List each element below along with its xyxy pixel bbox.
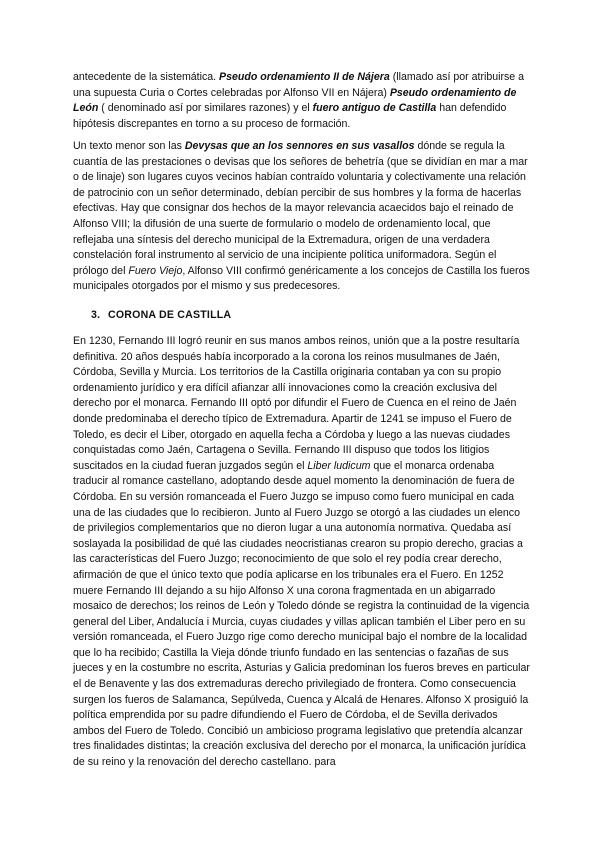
text-run: Un texto menor son las (73, 140, 185, 152)
paragraph-devysas (73, 139, 531, 295)
text-run: han defendido hipótesis discrepantes en torno a su proceso de formación. (73, 102, 507, 130)
paragraph-corona-castilla (73, 334, 531, 771)
emphasis-pseudo-ordenamiento-najera: Pseudo ordenamiento II de Nájera (219, 71, 390, 83)
text-run: , Alfonso VIII confirmó genéricamente a los concejos de Castilla los fueros municipales otorgados por el mismo y sus predecesores. (73, 264, 530, 293)
emphasis-devysas: Devysas que an los sennores en sus vasallos (184, 140, 415, 152)
text-run: ( denominado así por similares razones) y el (98, 102, 313, 115)
text-run: En 1230, Fernando III logró reunir en sus manos ambos reinos, unión que a la postre resultaría definitiva. 20 años después había incorporado a la corona los reinos musulmanes de Jaén, Córdoba, Sevilla y Murcia. Los territorios de la Castilla originaria contaban ya con su propio ordenamiento jurídico y era difícil afianzar allí innovaciones como la creación exclusiva del derecho por el monarca. Fernando III optó por difundir el Fuero de Cuenca en el reino de Jaén donde predominaba el derecho típico de Extremadura. Apartir de 1241 se impuso el Fuero de Toledo, es decir el Liber, otorgado en aquella fecha a Córdoba y luego a las nuevas ciudades conquistadas como Jaén, Cartagena o Sevilla. Fernando III dispuso que todos los litigios suscitados en la ciudad fueran juzgados según el (73, 335, 520, 472)
emphasis-fuero-antiguo-castilla: fuero antiguo de Castilla (312, 102, 437, 115)
emphasis-liber-iudicum: Liber ludicum (307, 459, 371, 472)
text-run: antecedente de la sistemática. (73, 71, 220, 83)
section-heading (91, 308, 231, 324)
paragraph-sources-formation (73, 70, 531, 132)
text-run: (llamado así por atribuirse a una supuesta Curia o Cortes celebradas por Alfonso VII en Nájera) (73, 71, 525, 99)
text-run: dónde se regula la cuantía de las prestaciones o devisas que los señores de behetría (que se dividían en mar a mar o de linaje) son lugares cuyos vecinos habían contraído voluntaria y colectivamente una relación de patrocinio con un señor determinado, debían percibir de sus hombres y la forma de hacerlas efectivas. Hay que consignar dos hechos de la mayor relevancia acaecidos bajo el reinado de Alfonso VIII; la difusión de una suerte de formulario o modelo de ordenamiento local, que reflejaba una síntesis del derecho municipal de la Extremadura, origen de una verdadera constelación foral instrumento al servicio de una incipiente política uniformadora. Según el prólogo del (73, 140, 528, 277)
emphasis-pseudo-ordenamiento-leon: Pseudo ordenamiento de León (73, 86, 517, 115)
emphasis-fuero-viejo: Fuero Viejo (128, 264, 183, 277)
section-title: CORONA DE CASTILLA (108, 309, 232, 321)
section-number: 3. (91, 309, 101, 321)
text-run: que el monarca ordenaba traducir al romance castellano, adoptando desde aquel momento la denominación de fuera de Córdoba. En su versión romanceada el Fuero Juzgo se impuso como fuero municipal en cada una de las ciudades que lo recibieron. Junto al Fuero Juzgo se otorgó a las ciudades un elenco de privilegios complementarios que no dieron lugar a una autonomía normativa. Quedaba así soslayada la posibilidad de qué las ciudades neocristianas crearon su propio derecho, gracias a las características del Fuero Juzgo; reconocimiento de que solo el rey podía crear derecho, afirmación de que el único texto que podía aplicarse en los tribunales era el Fuero. En 1252 muere Fernando III dejando a su hijo Alfonso X una corona fragmentada en un abigarrado mosaico de derechos; los reinos de León y Toledo dónde se registra la continuidad de la vigencia general del Liber, Andalucía i Murcia, cuyas ciudades y villas aplican también el Liber pero en su versión romanceada, el Fuero Juzgo rige como derecho municipal bajo el nombre de la localidad que lo ha recibido; Castilla la Vieja dónde triunfo fundado en las sentencias o fazañas de sus jueces y en la costumbre no escrita, Asturias y Galicia predominan los fueros breves en particular el de Benavente y las dos extremaduras derecho privilegiado de frontera. Como consecuencia surgen los fueros de Salamanca, Sepúlveda, Cuenca y Alcalá de Henares. Alfonso X prosiguió la política emprendida por su padre difundiendo el Fuero de Córdoba, el de Sevilla derivados ambos del Fuero de Toledo. Concibió un ambicioso programa legislativo que pretendía alcanzar tres finalidades distintas; la creación exclusiva del derecho por el monarca, la unificación jurídica de su reino y la renovación del derecho castellano. para (73, 459, 530, 769)
